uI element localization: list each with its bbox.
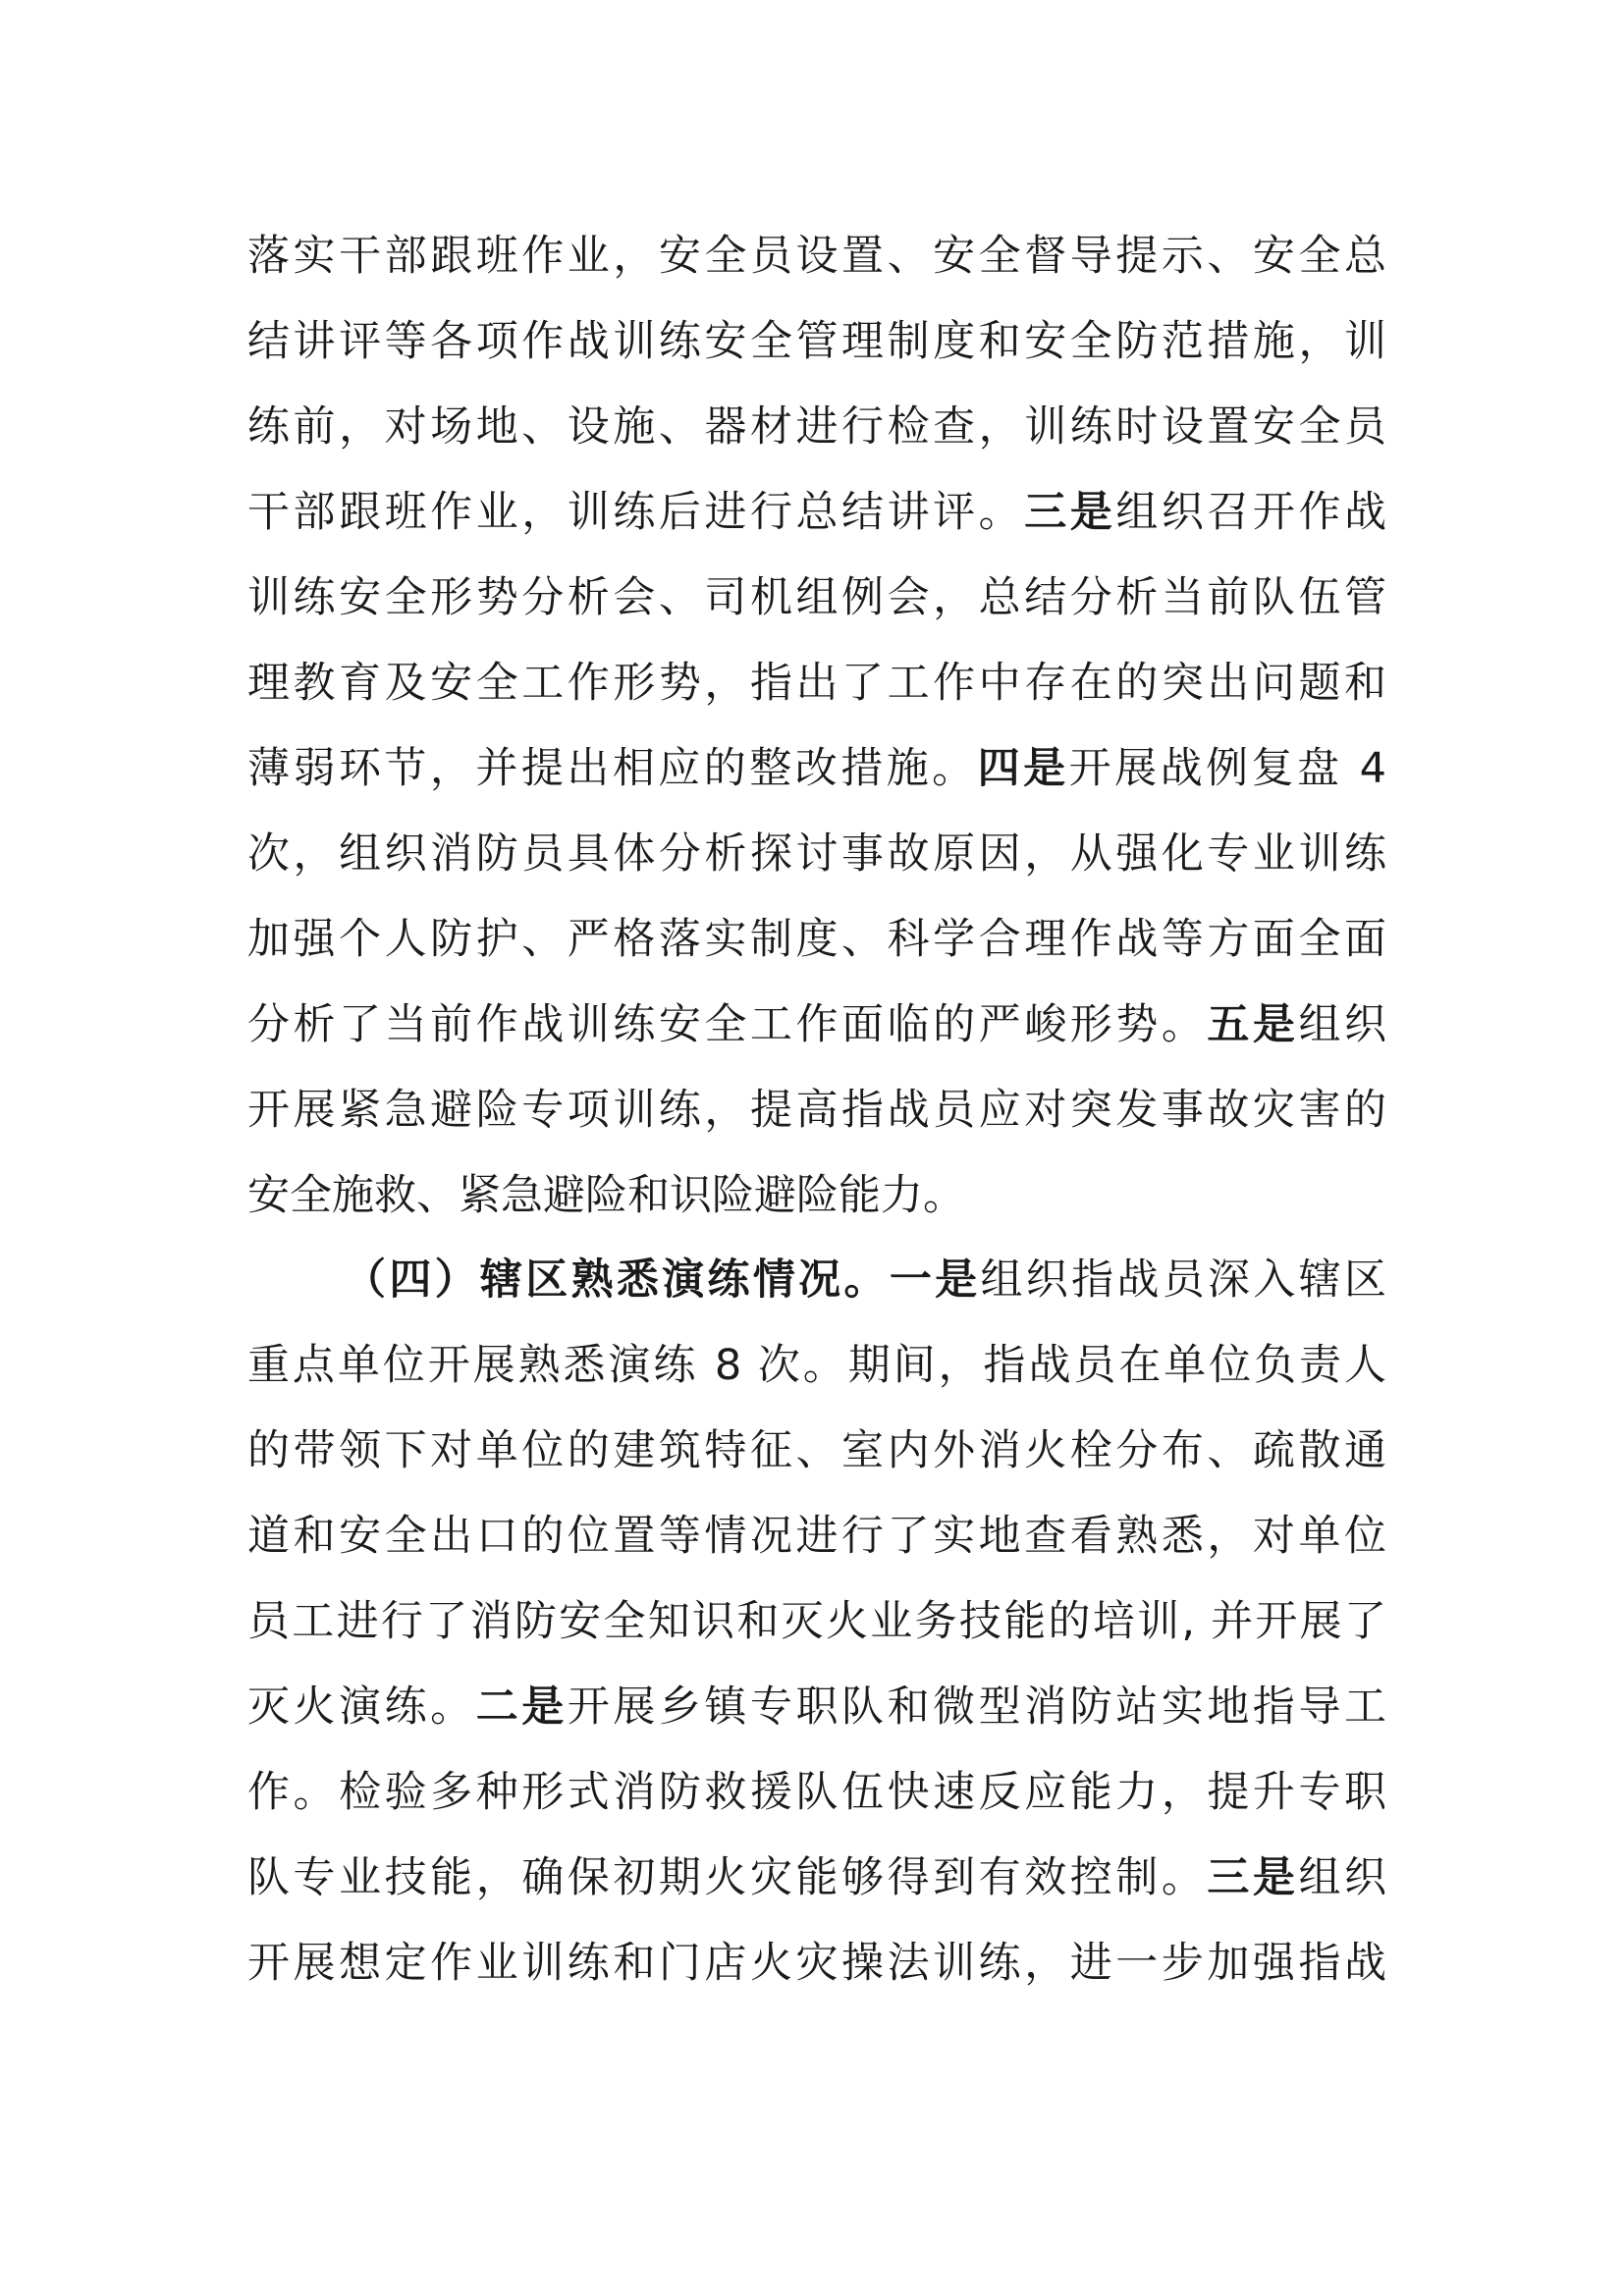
text-run: 开展紧急避险专项训练，提高指战员应对突发事故灾害的	[247, 1086, 1386, 1135]
bold-lead-phrase: 三是	[1024, 488, 1116, 537]
bold-lead-phrase: 一是	[889, 1255, 981, 1305]
text-line	[247, 641, 1386, 726]
text-line	[247, 1836, 1386, 1921]
text-line	[247, 1068, 1386, 1153]
text-run: 安全施救、紧急避险和识险避险能力。	[247, 1171, 965, 1220]
text-line	[247, 1323, 1386, 1409]
text-line	[247, 1153, 1386, 1239]
text-line	[247, 556, 1386, 641]
text-line	[247, 1409, 1386, 1494]
bold-lead-phrase: 五是	[1207, 1000, 1299, 1049]
text-run: 作。检验多种形式消防救援队伍快速反应能力，提升专职	[247, 1768, 1386, 1817]
text-run: 加强个人防护、严格落实制度、科学合理作战等方面全面	[247, 915, 1386, 964]
text-run: 组织指战员深入辖区	[980, 1255, 1387, 1305]
text-line	[247, 1665, 1386, 1750]
text-run: 员工进行了消防安全知识和灭火业务技能的培训, 并开展了	[247, 1597, 1386, 1646]
text-run: 重点单位开展熟悉演练 8 次。期间，指战员在单位负责人	[247, 1341, 1386, 1390]
text-line	[247, 1494, 1386, 1579]
text-line	[247, 1579, 1386, 1665]
text-line	[247, 983, 1386, 1068]
text-run: 分析了当前作战训练安全工作面临的严峻形势。	[247, 1000, 1208, 1049]
text-line	[247, 726, 1386, 812]
text-run: 训练安全形势分析会、司机组例会，总结分析当前队伍管	[247, 573, 1386, 622]
text-run: 组织	[1298, 1000, 1387, 1049]
bold-lead-phrase: 三是	[1207, 1853, 1299, 1902]
text-run: 练前，对场地、设施、器材进行检查，训练时设置安全员	[247, 402, 1386, 452]
bold-lead-phrase: 二是	[475, 1682, 568, 1732]
text-line	[247, 1921, 1386, 2006]
text-line	[247, 299, 1386, 385]
text-run: 开展想定作业训练和门店火灾操法训练，进一步加强指战	[247, 1939, 1386, 1988]
text-line	[247, 470, 1386, 556]
text-line	[247, 214, 1386, 299]
text-run: 道和安全出口的位置等情况进行了实地查看熟悉，对单位	[247, 1512, 1386, 1561]
text-run: 组织	[1298, 1853, 1387, 1902]
text-run: 开展乡镇专职队和微型消防站实地指导工	[567, 1682, 1387, 1732]
text-line	[247, 1750, 1386, 1836]
bold-lead-phrase: 四是	[977, 744, 1069, 793]
text-run: 干部跟班作业，训练后进行总结讲评。	[247, 488, 1025, 537]
text-run: 队专业技能，确保初期火灾能够得到有效控制。	[247, 1853, 1208, 1902]
text-run: 的带领下对单位的建筑特征、室内外消火栓分布、疏散通	[247, 1426, 1386, 1475]
text-run: 结讲评等各项作战训练安全管理制度和安全防范措施，训	[247, 317, 1386, 366]
text-line	[247, 1238, 1386, 1323]
bold-lead-phrase: （四）辖区熟悉演练情况。	[344, 1255, 890, 1305]
text-run: 薄弱环节，并提出相应的整改措施。	[247, 744, 978, 793]
text-run: 落实干部跟班作业，安全员设置、安全督导提示、安全总	[247, 232, 1386, 281]
text-run: 理教育及安全工作形势，指出了工作中存在的突出问题和	[247, 659, 1386, 708]
paragraph-safety-management	[247, 214, 1386, 1239]
text-line	[247, 385, 1386, 470]
text-run: 开展战例复盘 4	[1068, 744, 1387, 793]
text-line	[247, 812, 1386, 897]
text-line	[247, 897, 1386, 983]
text-run: 次，组织消防员具体分析探讨事故原因，从强化专业训练	[247, 829, 1386, 879]
paragraph-district-drills	[247, 1238, 1386, 2006]
text-run: 灭火演练。	[247, 1682, 476, 1732]
text-run: 组织召开作战	[1115, 488, 1387, 537]
